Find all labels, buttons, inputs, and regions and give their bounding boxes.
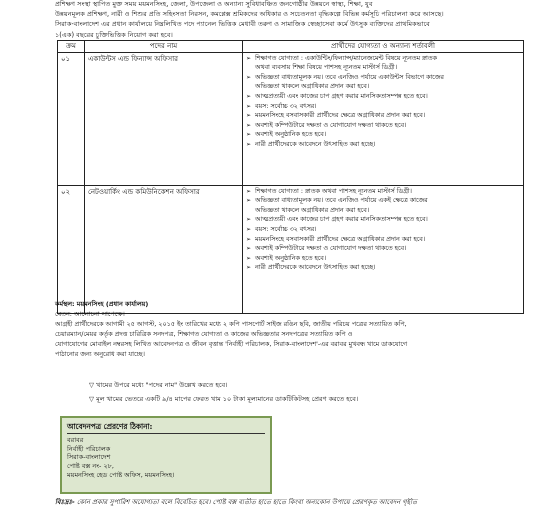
address-line: বরাবর xyxy=(67,436,84,445)
row-post-name: একাউন্টস এন্ড ফিন্যান্স অফিসার xyxy=(85,52,243,185)
check-arrow-icon: ➢ xyxy=(246,54,252,62)
footnote xyxy=(55,498,525,506)
header-post-name: পদের নাম xyxy=(85,41,243,53)
requirement-item xyxy=(246,141,520,149)
address-line: নির্বাহী পরিচালক xyxy=(67,444,111,453)
address-line: পোষ্ট বক্স নং- ২৮, xyxy=(67,461,114,470)
requirement-text: বয়স: সর্বোচ্চ ৩২ বৎসর। xyxy=(255,102,317,110)
note-text: খামের উপরে মধ্যে "পদের নাম" উল্লেখ করতে হবে। xyxy=(96,381,228,389)
requirement-item xyxy=(246,207,520,215)
intro-line: সিরাক-বাংলাদেশ এর প্রধান কার্যালয়ে নিম্নলিখিত পদে প্যানেল ভিত্তিক মেধাবী তরুণ ও সামাজিক স্বেচ্ছাসেবা কর্মে উৎসুক ব্যক্তিদের প্রাথমিকভাবে xyxy=(55,20,430,29)
envelope-notes xyxy=(89,381,519,409)
requirement-item xyxy=(246,264,520,272)
intro-line: উন্নয়নমূলক প্রশিক্ষণ, নারী ও শিশুর প্রতি সহিংসতা নিরসন, কমপ্লেক্স শ্রমিকদের অধিকার ও সচেতনতা বৃদ্ধিকল্পে বিভিন্ন কর্মসূচি পরিচালনা করে আসছে। xyxy=(55,10,444,19)
requirement-item xyxy=(246,197,520,205)
footnote-label: বিঃদ্রঃ- xyxy=(55,498,75,506)
requirement-text: নারী প্রার্থীদেরকে আবেদনে উৎসাহিত করা হচ্ছে। xyxy=(255,264,376,272)
intro-line: প্রশিক্ষণ সংস্থা স্থাপিত মুক্ত সময় ময়মনসিংহ, জেলা, উপজেলা ও অন্যান্য সুবিধাবঞ্চিত জনগোষ্ঠীর উন্নয়নে স্বাস্থ্য, শিক্ষা, যুব xyxy=(55,0,373,8)
requirement-text: শিক্ষাগত যোগ্যতা : একাউন্টিং/ফিন্যান্স/ম্যানেজমেন্ট বিষয়ে ন্যূনতম স্নাতক xyxy=(255,54,437,62)
instruction-line: পাঠানোর জন্য অনুরোধ করা যাচ্ছে। xyxy=(55,350,145,358)
requirement-text: অবশ্যই কম্পিউটারে দক্ষতা ও যোগাযোগ দক্ষতা থাকতে হবে। xyxy=(255,121,407,129)
note-item xyxy=(89,381,519,389)
requirement-item xyxy=(246,64,520,72)
intro-line: ১(এক) বছরের চুক্তিভিত্তিক নিয়োগ করা হবে। xyxy=(55,30,173,39)
check-arrow-icon: ➢ xyxy=(246,264,252,272)
requirement-text: শিক্ষাগত যোগ্যতা : স্নাতক অথবা পাশসহ ন্যূনতম মাস্টার্স ডিগ্রী। xyxy=(255,187,412,195)
header-requirements: প্রার্থীদের যোগ্যতা ও অন্যান্য শর্তাবলী xyxy=(243,41,524,53)
check-arrow-icon: ➢ xyxy=(246,216,252,224)
intro-paragraph xyxy=(55,0,525,41)
check-arrow-icon: ➢ xyxy=(246,73,252,81)
requirement-item xyxy=(246,74,520,82)
address-title: আবেদনপত্র প্রেরণের ঠিকানা: xyxy=(67,422,153,431)
row-serial: ০১ xyxy=(58,52,85,185)
requirement-text: আত্মপ্রত্যয়ী এবং কাজের চাপ গ্রহণ করার মানসিকতাসম্পন্ন হতে হবে। xyxy=(255,93,428,100)
table-header-row xyxy=(58,41,524,53)
row-requirements xyxy=(243,52,524,185)
footnote-text: কোন প্রকার সুপারিশ অযোগ্যতা বলে বিবেচিত হবে। পোষ্ট বক্স ব্যতীত হাতে হাতে কিংবা অন্যকোন উপায়ে প্রেরণকৃত আবেদন গৃহীত xyxy=(74,498,417,506)
note-item xyxy=(89,395,519,403)
address-line: সিরাক-বাংলাদেশ xyxy=(67,453,111,462)
header-serial: ক্রম xyxy=(58,41,85,53)
triangle-bullet-icon: ▽ xyxy=(89,381,97,389)
requirement-item xyxy=(246,112,520,120)
check-arrow-icon: ➢ xyxy=(246,187,252,195)
requirement-item xyxy=(246,188,520,196)
requirement-text: অবশ্যই কম্পিউটারে দক্ষতা ও যোগাযোগ দক্ষতা থাকতে হবে। xyxy=(255,245,407,253)
check-arrow-icon: ➢ xyxy=(246,93,252,100)
application-info xyxy=(55,300,525,360)
workplace: কর্মস্থল: ময়মনসিংহ (প্রধান কার্যালয়) xyxy=(55,300,149,308)
triangle-bullet-icon: ▽ xyxy=(89,395,97,404)
check-arrow-icon: ➢ xyxy=(246,121,252,129)
requirement-item xyxy=(246,245,520,253)
requirement-item xyxy=(246,55,520,63)
check-arrow-icon: ➢ xyxy=(246,235,252,243)
requirement-text: অভিজ্ঞতা থাকলে অগ্রাধিকার প্রদান করা হবে। xyxy=(255,83,369,91)
requirement-item xyxy=(246,93,520,101)
instruction-line: চেয়ারম্যান/মেয়র কর্তৃক প্রদত্ত চারিত্রিক সনদপত্র, শিক্ষাগত যোগ্যতা ও কাজের অভিজ্ঞতার সনদপত্রের সত্যায়িত কপি ও xyxy=(55,330,353,338)
requirement-item xyxy=(246,103,520,111)
requirement-item xyxy=(246,255,520,263)
requirement-item xyxy=(246,226,520,234)
check-arrow-icon: ➢ xyxy=(246,197,252,205)
check-arrow-icon: ➢ xyxy=(246,102,252,110)
requirement-item xyxy=(246,131,520,139)
requirement-item xyxy=(246,216,520,224)
requirement-text: অবশ্যই অনুষ্ঠানিক হতে হবে। xyxy=(255,254,327,262)
posts-table xyxy=(57,40,524,314)
requirement-text: নারী প্রার্থীদেরকে আবেদনে উৎসাহিত করা হচ্ছে। xyxy=(255,140,376,148)
check-arrow-icon: ➢ xyxy=(246,112,252,120)
instruction-line: যোগাযোগের মোবাইল নম্বরসহ লিখিত আবেদনপত্র ও জীবন বৃত্তান্ত 'নির্বাহী পরিচালক, সিরাক-বাংলাদেশ'-এর বরাবর মুখবন্ধ খামে ডাকযোগে xyxy=(55,340,408,348)
check-arrow-icon: ➢ xyxy=(246,226,252,233)
address-line: ময়মনসিংহ হেড পোষ্ট অফিস, ময়মনসিংহ। xyxy=(67,470,175,479)
table-row xyxy=(58,52,524,185)
requirement-text: আত্মপ্রত্যয়ী এবং কাজের চাপ গ্রহণ করার মানসিকতাসম্পন্ন হতে হবে। xyxy=(255,216,428,224)
check-arrow-icon: ➢ xyxy=(246,140,252,148)
requirement-item xyxy=(246,83,520,91)
instruction-line: আগ্রহী প্রার্থীদেরকে আগামী ২৫ আগস্ট, ২০১৫ ইং তারিখের মধ্যে ২ কপি পাসপোর্ট সাইজ রঙিন ছবি, জাতীয় পরিচয় পত্রের সত্যায়িত কপি, xyxy=(55,320,407,328)
row-requirements xyxy=(243,185,524,313)
requirement-text: অথবা ব্যবসায় শিক্ষা বিষয়ে পাশসহ ন্যূনতম মাস্টার্স ডিগ্রী। xyxy=(255,64,397,72)
address-box xyxy=(60,416,272,494)
requirement-item xyxy=(246,122,520,130)
row-post-name: নেটওয়ার্কিং এন্ড কমিউনিকেশন অফিসার xyxy=(85,185,243,313)
check-arrow-icon: ➢ xyxy=(246,245,252,253)
address-divider xyxy=(67,433,265,434)
requirement-item xyxy=(246,236,520,244)
check-arrow-icon: ➢ xyxy=(246,254,252,262)
application-instructions xyxy=(55,320,525,358)
row-serial: ০২ xyxy=(58,185,85,313)
requirement-text: বয়স: সর্বোচ্চ ৩২ বৎসর। xyxy=(255,226,317,233)
requirement-text: অভিজ্ঞতা বাধ্যতামূলক নয়। তবে এনজিও পর্যায়ে একাউন্টস বিভাগে কাজের xyxy=(255,73,444,81)
table-row xyxy=(58,185,524,313)
requirement-text: অভিজ্ঞতা থাকলে অগ্রাধিকার প্রদান করা হবে। xyxy=(255,206,369,214)
check-arrow-icon: ➢ xyxy=(246,131,252,139)
requirement-text: ময়মনসিংহে বসবাসকারী প্রার্থীদের ক্ষেত্রে অগ্রাধিকার প্রদান করা হবে। xyxy=(255,235,426,243)
salary: বেতন: আলোচনা সাপেক্ষে। xyxy=(55,310,125,318)
requirement-text: অভিজ্ঞতা বাধ্যতামূলক নয়। তবে এনজিও পর্যায়ে একই ক্ষেত্রে কাজের xyxy=(255,197,428,205)
requirement-text: অবশ্যই অনুষ্ঠানিক হতে হবে। xyxy=(255,131,327,139)
note-text: মূল খামের ভেতরে একটি ৯/৪ মাপের ফেরত খাম ১০ টাকা মূল্যমানের ডাকটিকিটসহ প্রেরণ করতে হবে। xyxy=(96,395,359,404)
requirement-text: ময়মনসিংহে বসবাসকারী প্রার্থীদের ক্ষেত্রে অগ্রাধিকার প্রদান করা হবে। xyxy=(255,112,426,120)
